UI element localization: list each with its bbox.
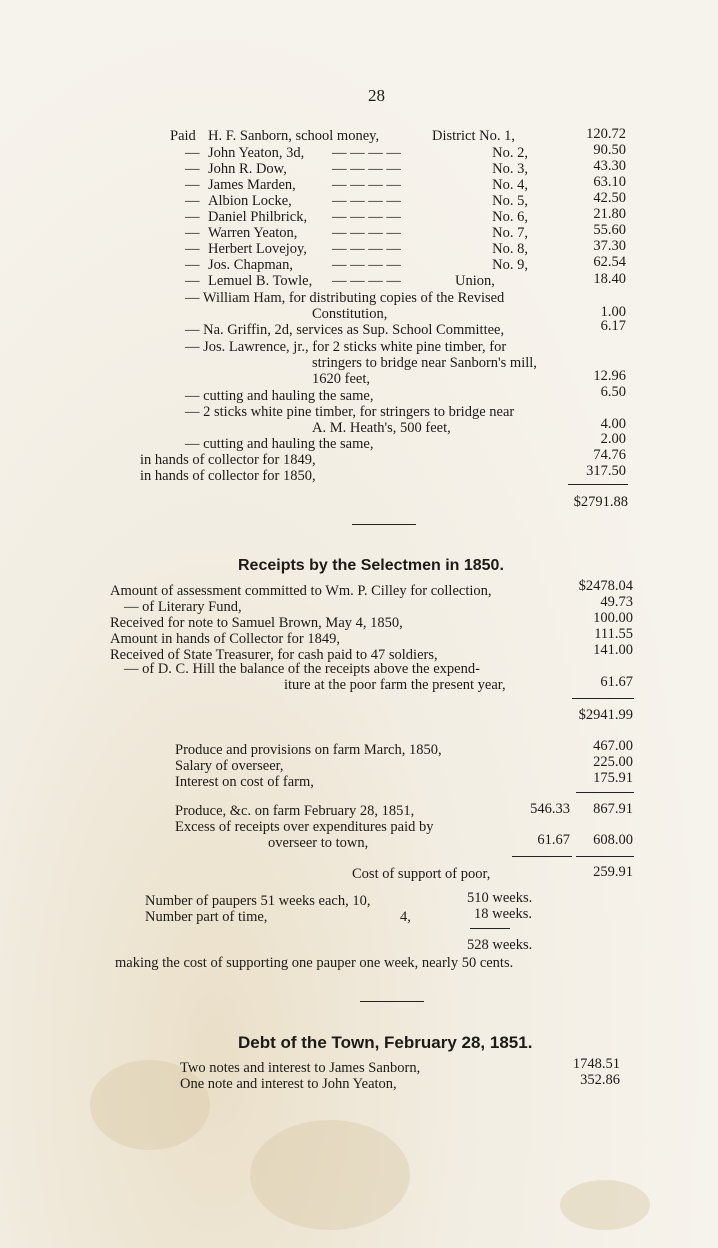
paupers-weeks: 510 weeks.: [467, 890, 533, 906]
hill-line: — of D. C. Hill the balance of the receipts above the expend-: [124, 661, 480, 677]
dash-filler: — — — —: [332, 225, 401, 241]
ham-amount: 1.00: [600, 304, 626, 320]
dash-filler: — — — —: [332, 241, 401, 257]
collector-amount: 317.50: [586, 463, 626, 479]
farm-subamount: 546.33: [530, 801, 570, 817]
dash-filler: — — — —: [332, 161, 401, 177]
griffin-amount: 6.17: [600, 318, 626, 334]
payment-district: No. 5,: [492, 193, 528, 209]
farm-line: Interest on cost of farm,: [175, 774, 314, 790]
dash-filler: — — — —: [332, 209, 401, 225]
ham-line: — William Ham, for distributing copies of the Revised: [185, 290, 505, 306]
payment-amount: 55.60: [593, 222, 626, 238]
receipt-line: Received for note to Samuel Brown, May 4, 1850,: [110, 615, 403, 631]
payment-name: James Marden,: [208, 177, 296, 193]
lawrence-amount: 12.96: [593, 368, 626, 384]
payment-name: Lemuel B. Towle,: [208, 273, 313, 289]
collector-line: in hands of collector for 1849,: [140, 452, 316, 468]
page-number: 28: [368, 86, 385, 105]
receipt-amount: 111.55: [594, 626, 633, 642]
receipt-amount: $2478.04: [578, 578, 633, 594]
ham-line: Constitution,: [312, 306, 388, 322]
payment-prefix: Paid: [170, 128, 196, 144]
stain: [250, 1120, 410, 1230]
payment-prefix: —: [185, 177, 200, 193]
cutting-line: — cutting and hauling the same,: [185, 388, 374, 404]
payment-prefix: —: [185, 193, 200, 209]
sum-rule: [512, 856, 572, 857]
farm-amount: 867.91: [593, 801, 633, 817]
payment-district: No. 4,: [492, 177, 528, 193]
cutting-amount: 2.00: [600, 431, 626, 447]
lawrence-line: — Jos. Lawrence, jr., for 2 sticks white pine timber, for: [185, 339, 507, 355]
payment-amount: 90.50: [593, 142, 626, 158]
receipt-amount: 141.00: [593, 642, 633, 658]
payment-name: Warren Yeaton,: [208, 225, 298, 241]
receipt-line: — of Literary Fund,: [124, 599, 242, 615]
payment-amount: 120.72: [586, 126, 626, 142]
lawrence-line: stringers to bridge near Sanborn's mill,: [312, 355, 537, 371]
payment-district: Union,: [455, 273, 495, 289]
payment-amount: 62.54: [593, 254, 626, 270]
debt-amount: 352.86: [580, 1072, 620, 1088]
farm-amount: 175.91: [593, 770, 633, 786]
payment-amount: 18.40: [593, 271, 626, 287]
debt-amount: 1748.51: [572, 1056, 620, 1072]
payment-district: District No. 1,: [432, 128, 515, 144]
payment-prefix: —: [185, 145, 200, 161]
paupers-line: Number part of time,: [145, 909, 268, 925]
payment-prefix: —: [185, 257, 200, 273]
sum-rule: [576, 856, 634, 857]
debt-heading: Debt of the Town, February 28, 1851.: [238, 1033, 533, 1052]
receipt-amount: 49.73: [600, 594, 633, 610]
payment-district: No. 9,: [492, 257, 528, 273]
collector-amount: 74.76: [593, 447, 626, 463]
farm-amount: 467.00: [593, 738, 633, 754]
payment-district: No. 3,: [492, 161, 528, 177]
farm-line: overseer to town,: [268, 835, 369, 851]
payment-district: No. 8,: [492, 241, 528, 257]
receipt-line: Amount in hands of Collector for 1849,: [110, 631, 340, 647]
hill-amount: 61.67: [600, 674, 633, 690]
farm-line: Produce, &c. on farm February 28, 1851,: [175, 803, 415, 819]
paupers-line: Number of paupers 51 weeks each, 10,: [145, 893, 371, 909]
receipts-total: $2941.99: [578, 707, 633, 723]
dash-filler: — — — —: [332, 177, 401, 193]
collector-line: in hands of collector for 1850,: [140, 468, 316, 484]
sum-rule: [576, 792, 634, 793]
cost-amount: 259.91: [593, 864, 633, 880]
paupers-weeks: 18 weeks.: [474, 906, 532, 922]
payment-prefix: —: [185, 225, 200, 241]
debt-line: One note and interest to John Yeaton,: [180, 1076, 397, 1092]
debt-line: Two notes and interest to James Sanborn,: [180, 1060, 421, 1076]
farm-subamount: 61.67: [537, 832, 570, 848]
farm-amount: 225.00: [593, 754, 633, 770]
payment-district: No. 2,: [492, 145, 528, 161]
conclusion-line: making the cost of supporting one pauper one week, nearly 50 cents.: [115, 955, 514, 971]
payment-district: No. 6,: [492, 209, 528, 225]
sum-rule: [568, 484, 628, 485]
receipt-line: Received of State Treasurer, for cash paid to 47 soldiers,: [110, 647, 438, 663]
payment-amount: 37.30: [593, 238, 626, 254]
farm-amount: 608.00: [593, 832, 633, 848]
section-divider: [352, 524, 416, 525]
payment-name: Jos. Chapman,: [208, 257, 293, 273]
receipts-heading: Receipts by the Selectmen in 1850.: [238, 557, 504, 574]
payment-prefix: —: [185, 273, 200, 289]
sticks-amount: 4.00: [600, 416, 626, 432]
receipt-line: Amount of assessment committed to Wm. P. Cilley for collection,: [110, 583, 492, 599]
stain: [560, 1180, 650, 1230]
section-divider: [360, 1001, 424, 1002]
payment-district: No. 7,: [492, 225, 528, 241]
dash-filler: — — — —: [332, 273, 401, 289]
payment-name: H. F. Sanborn, school money,: [208, 128, 380, 144]
payment-name: Herbert Lovejoy,: [208, 241, 307, 257]
dash-filler: — — — —: [332, 145, 401, 161]
total-weeks: 528 weeks.: [467, 937, 533, 953]
dash-filler: — — — —: [332, 257, 401, 273]
sum-rule: [470, 928, 510, 929]
payment-name: Albion Locke,: [208, 193, 292, 209]
payment-amount: 43.30: [593, 158, 626, 174]
sticks-line: A. M. Heath's, 500 feet,: [312, 420, 451, 436]
payment-prefix: —: [185, 241, 200, 257]
hill-line: iture at the poor farm the present year,: [284, 677, 506, 693]
payment-name: John Yeaton, 3d,: [208, 145, 305, 161]
cutting-line: — cutting and hauling the same,: [185, 436, 374, 452]
cutting-amount: 6.50: [600, 384, 626, 400]
payment-amount: 21.80: [593, 206, 626, 222]
receipt-amount: 100.00: [593, 610, 633, 626]
dash-filler: — — — —: [332, 193, 401, 209]
paupers-count: 4,: [400, 909, 411, 925]
griffin-line: — Na. Griffin, 2d, services as Sup. School Committee,: [185, 322, 505, 338]
payment-prefix: —: [185, 161, 200, 177]
farm-line: Salary of overseer,: [175, 758, 284, 774]
sum-rule: [572, 698, 634, 699]
lawrence-line: 1620 feet,: [312, 371, 370, 387]
farm-line: Produce and provisions on farm March, 1850,: [175, 742, 442, 758]
payment-amount: 42.50: [593, 190, 626, 206]
payments-total: $2791.88: [573, 494, 628, 510]
cost-label: Cost of support of poor,: [352, 866, 491, 882]
sticks-line: — 2 sticks white pine timber, for stringers to bridge near: [185, 404, 515, 420]
farm-line: Excess of receipts over expenditures paid by: [175, 819, 434, 835]
payment-name: Daniel Philbrick,: [208, 209, 308, 225]
payment-amount: 63.10: [593, 174, 626, 190]
payment-prefix: —: [185, 209, 200, 225]
payment-name: John R. Dow,: [208, 161, 287, 177]
